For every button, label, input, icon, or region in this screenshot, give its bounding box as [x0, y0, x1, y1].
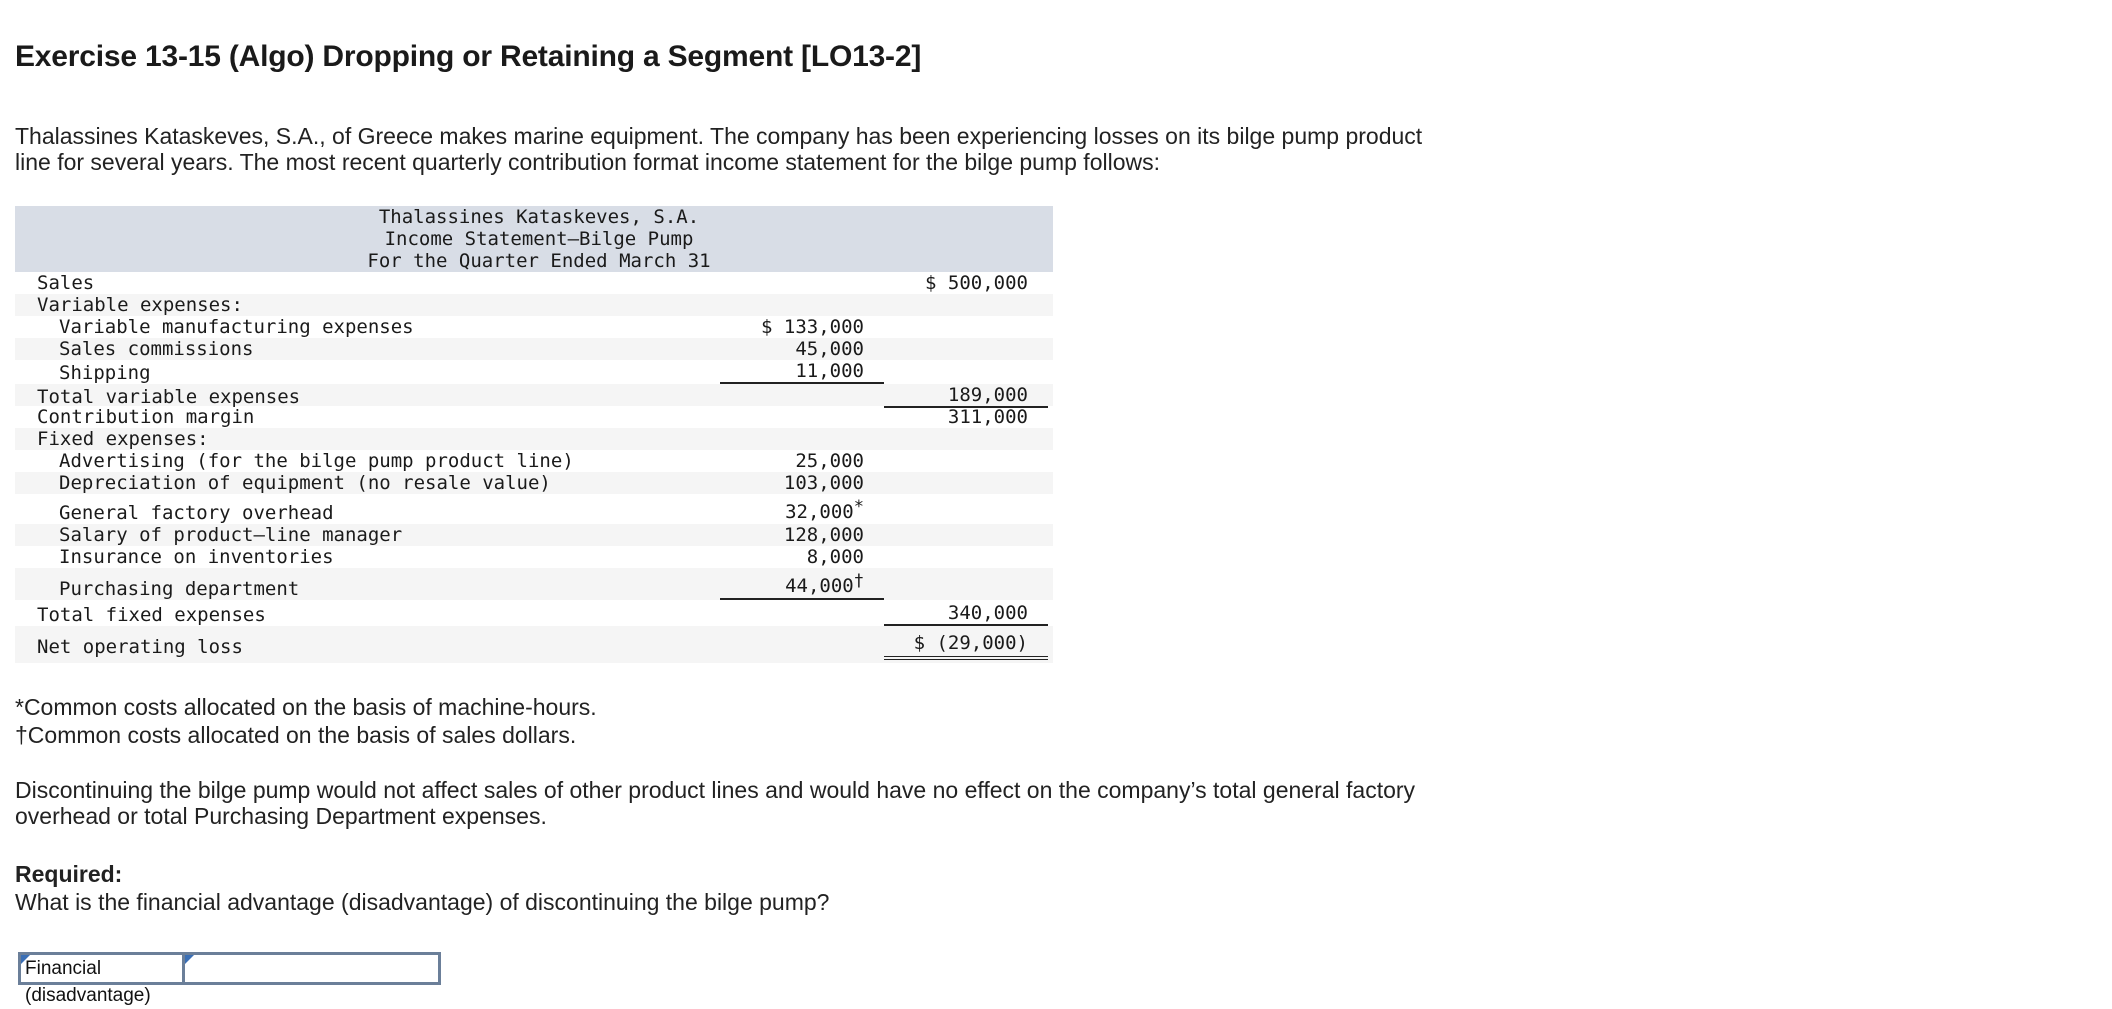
required-section — [15, 860, 1435, 916]
row-label: Fixed expenses: — [37, 428, 209, 450]
footnote-marker: † — [853, 571, 864, 591]
row-label: Shipping — [59, 362, 151, 384]
row-label: Contribution margin — [37, 406, 255, 428]
page-title: Exercise 13-15 (Algo) Dropping or Retaining a Segment [LO13-2] — [15, 40, 922, 73]
statement-header — [15, 206, 1053, 272]
statement-row — [15, 626, 1053, 663]
row-label: Sales commissions — [59, 338, 254, 360]
statement-row — [15, 524, 1053, 546]
row-label: Variable expenses: — [37, 294, 243, 316]
row-label: Insurance on inventories — [59, 546, 334, 568]
row-total-amount: $ (29,000) — [884, 630, 1048, 660]
row-label: Variable manufacturing expenses — [59, 316, 414, 338]
amount-text: 44,000 — [785, 575, 854, 597]
row-detail-amount: 103,000 — [783, 472, 864, 494]
row-detail-amount: 128,000 — [783, 524, 864, 546]
statement-row — [15, 360, 1053, 384]
row-total-amount: 311,000 — [947, 406, 1028, 428]
statement-row — [15, 546, 1053, 568]
statement-company: Thalassines Kataskeves, S.A. — [378, 206, 700, 228]
statement-row — [15, 272, 1053, 294]
statement-row — [15, 450, 1053, 472]
statement-row — [15, 428, 1053, 450]
statement-row — [15, 294, 1053, 316]
answer-table — [18, 952, 441, 1006]
footnote-sales-dollars: †Common costs allocated on the basis of sales dollars. — [15, 722, 577, 748]
row-label: Total fixed expenses — [37, 604, 266, 626]
required-question: What is the financial advantage (disadvantage) of discontinuing the bilge pump? — [15, 889, 830, 915]
statement-name: Income Statement—Bilge Pump — [384, 228, 694, 250]
row-detail-amount: 45,000 — [795, 338, 864, 360]
statement-row — [15, 338, 1053, 360]
answer-label-cell — [21, 955, 185, 1006]
statement-row — [15, 406, 1053, 428]
statement-row — [15, 568, 1053, 600]
row-label: Sales — [37, 272, 95, 294]
footnotes — [15, 693, 1435, 749]
discontinue-paragraph: Discontinuing the bilge pump would not affect sales of other product lines and would have no effect on the company’s total general factory overhead or total Purchasing Department expenses. — [15, 777, 1416, 829]
statement-period: For the Quarter Ended March 31 — [367, 250, 711, 272]
required-heading: Required: — [15, 861, 123, 887]
row-detail-amount — [720, 497, 884, 524]
footnote-machine-hours: *Common costs allocated on the basis of machine-hours. — [15, 694, 597, 720]
financial-advantage-input[interactable] — [185, 955, 438, 982]
statement-row — [15, 384, 1053, 406]
row-total-amount: 189,000 — [884, 384, 1048, 408]
income-statement — [15, 206, 1053, 663]
row-label: Total variable expenses — [37, 386, 301, 408]
answer-input-cell — [185, 955, 438, 982]
row-detail-amount: $ 133,000 — [761, 316, 864, 338]
row-detail-amount: 11,000 — [720, 360, 884, 384]
row-total-amount: 340,000 — [884, 602, 1048, 626]
row-total-amount: $ 500,000 — [925, 272, 1028, 294]
row-detail-amount — [720, 571, 884, 600]
row-label: General factory overhead — [59, 502, 334, 524]
flag-icon — [21, 955, 30, 964]
statement-row — [15, 494, 1053, 524]
row-label: Net operating loss — [37, 636, 243, 658]
statement-row — [15, 472, 1053, 494]
row-label: Depreciation of equipment (no resale value) — [59, 472, 551, 494]
row-label: Advertising (for the bilge pump product line) — [59, 450, 574, 472]
row-detail-amount: 25,000 — [795, 450, 864, 472]
statement-row — [15, 600, 1053, 626]
intro-paragraph: Thalassines Kataskeves, S.A., of Greece makes marine equipment. The company has been experiencing losses on its bilge pump product line for several years. The most recent quarterly contribution format income statement for the bilge pump follows: — [15, 123, 1423, 175]
footnote-marker: * — [853, 497, 864, 517]
row-detail-amount: 8,000 — [806, 546, 864, 568]
statement-row — [15, 316, 1053, 338]
answer-label: Financial (disadvantage) — [25, 958, 151, 1006]
amount-text: 32,000 — [785, 501, 854, 523]
row-label: Salary of product–line manager — [59, 524, 403, 546]
row-label: Purchasing department — [59, 578, 300, 600]
